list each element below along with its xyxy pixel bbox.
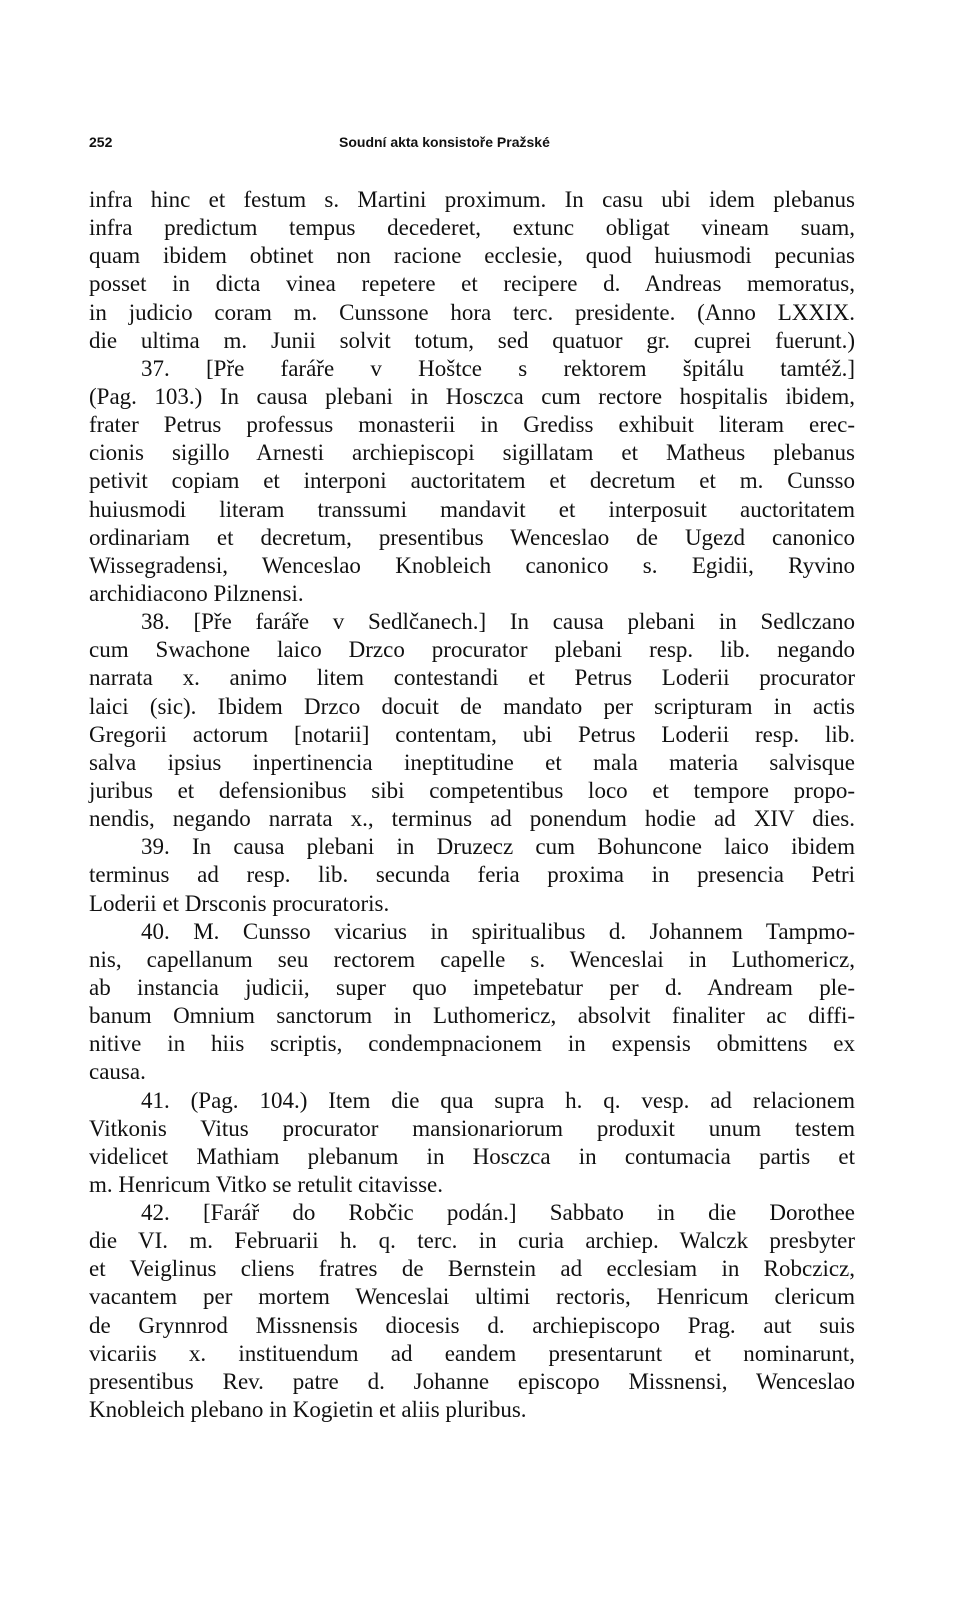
text-line: vacantem per mortem Wenceslai ultimi rectoris, Henricum clericum <box>89 1284 855 1310</box>
text-line: nis, capellanum seu rectorem capelle s. Wenceslai in Luthomericz, <box>89 946 855 972</box>
text-line: 39. In causa plebani in Druzecz cum Bohuncone laico ibidem <box>141 834 855 860</box>
text-line: nitive in hiis scriptis, condempnacionem in expensis obmittens ex <box>89 1031 855 1057</box>
text-line: salva ipsius inpertinencia ineptitudine et mala materia salvisque <box>89 749 855 775</box>
text-line: Knobleich plebano in Kogietin et aliis pluribus. <box>89 1397 527 1423</box>
text-line: archidiacono Pilznensi. <box>89 580 304 606</box>
page-number: 252 <box>89 134 113 150</box>
text-line: et Veiglinus cliens fratres de Bernstein ad ecclesiam in Robczicz, <box>89 1256 855 1282</box>
text-line: petivit copiam et interponi auctoritatem et decretum et m. Cunsso <box>89 468 855 494</box>
text-line: ab instancia judicii, super quo impetebatur per d. Andream ple- <box>89 974 855 1000</box>
text-line: de Grynnrod Missnensis diocesis d. archiepiscopo Prag. aut suis <box>89 1312 855 1338</box>
text-line: terminus ad resp. lib. secunda feria proxima in presencia Petri <box>89 862 855 888</box>
text-line: frater Petrus professus monasterii in Grediss exhibuit literam erec- <box>89 412 855 438</box>
text-line: laici (sic). Ibidem Drzco docuit de mandato per scripturam in actis <box>89 693 855 719</box>
text-line: narrata x. animo litem contestandi et Petrus Loderii procurator <box>89 665 855 691</box>
text-line: 42. [Farář do Robčic podán.] Sabbato in die Dorothee <box>141 1200 855 1226</box>
text-line: cionis sigillo Arnesti archiepiscopi sigillatam et Matheus plebanus <box>89 440 855 466</box>
text-line: juribus et defensionibus sibi competentibus loco et tempore propo- <box>89 777 855 803</box>
text-line: Vitkonis Vitus procurator mansionariorum produxit unum testem <box>89 1115 855 1141</box>
text-line: banum Omnium sanctorum in Luthomericz, absolvit finaliter ac diffi- <box>89 1003 855 1029</box>
text-line: die ultima m. Junii solvit totum, sed quatuor gr. cuprei fuerunt.) <box>89 327 855 353</box>
text-line: causa. <box>89 1059 146 1085</box>
text-line: 37. [Pře faráře v Hoštce s rektorem špitálu tamtéž.] <box>141 355 855 381</box>
text-line: Wissegradensi, Wenceslao Knobleich canonico s. Egidii, Ryvino <box>89 552 855 578</box>
text-line: ordinariam et decretum, presentibus Wenceslao de Ugezd canonico <box>89 524 855 550</box>
text-line: quam ibidem obtinet non racione ecclesie, quod huiusmodi pecunias <box>89 243 855 269</box>
running-title: Soudní akta konsistoře Pražské <box>339 134 550 150</box>
text-line: Gregorii actorum [notarii] contentam, ubi Petrus Loderii resp. lib. <box>89 721 855 747</box>
text-line: in judicio coram m. Cunssone hora terc. presidente. (Anno LXXIX. <box>89 299 855 325</box>
text-line: videlicet Mathiam plebanum in Hosczca in contumacia partis et <box>89 1143 855 1169</box>
text-line: nendis, negando narrata x., terminus ad ponendum hodie ad XIV dies. <box>89 806 855 832</box>
text-line: infra hinc et festum s. Martini proximum. In casu ubi idem plebanus <box>89 187 855 212</box>
text-line: cum Swachone laico Drzco procurator plebani resp. lib. negando <box>89 637 855 663</box>
text-line: huiusmodi literam transsumi mandavit et interposuit auctoritatem <box>89 496 855 522</box>
text-line: die VI. m. Februarii h. q. terc. in curia archiep. Walczk presbyter <box>89 1228 855 1254</box>
text-line: presentibus Rev. patre d. Johanne episcopo Missnensi, Wenceslao <box>89 1368 855 1394</box>
text-line: vicariis x. instituendum ad eandem presentarunt et nominarunt, <box>89 1340 855 1366</box>
text-line: Loderii et Drsconis procuratoris. <box>89 890 390 916</box>
text-line: posset in dicta vinea repetere et recipere d. Andreas memoratus, <box>89 271 855 297</box>
text-line: 38. [Pře faráře v Sedlčanech.] In causa plebani in Sedlczano <box>141 609 855 635</box>
body-text <box>89 186 855 1424</box>
page-header <box>89 134 869 158</box>
text-line: (Pag. 103.) In causa plebani in Hosczca cum rectore hospitalis ibidem, <box>89 383 855 409</box>
text-line: 41. (Pag. 104.) Item die qua supra h. q. vesp. ad relacionem <box>141 1087 855 1113</box>
text-line: m. Henricum Vitko se retulit citavisse. <box>89 1171 443 1197</box>
text-line: infra predictum tempus decederet, extunc obligat vineam suam, <box>89 215 855 241</box>
text-line: 40. M. Cunsso vicarius in spiritualibus d. Johannem Tampmo- <box>141 918 855 944</box>
